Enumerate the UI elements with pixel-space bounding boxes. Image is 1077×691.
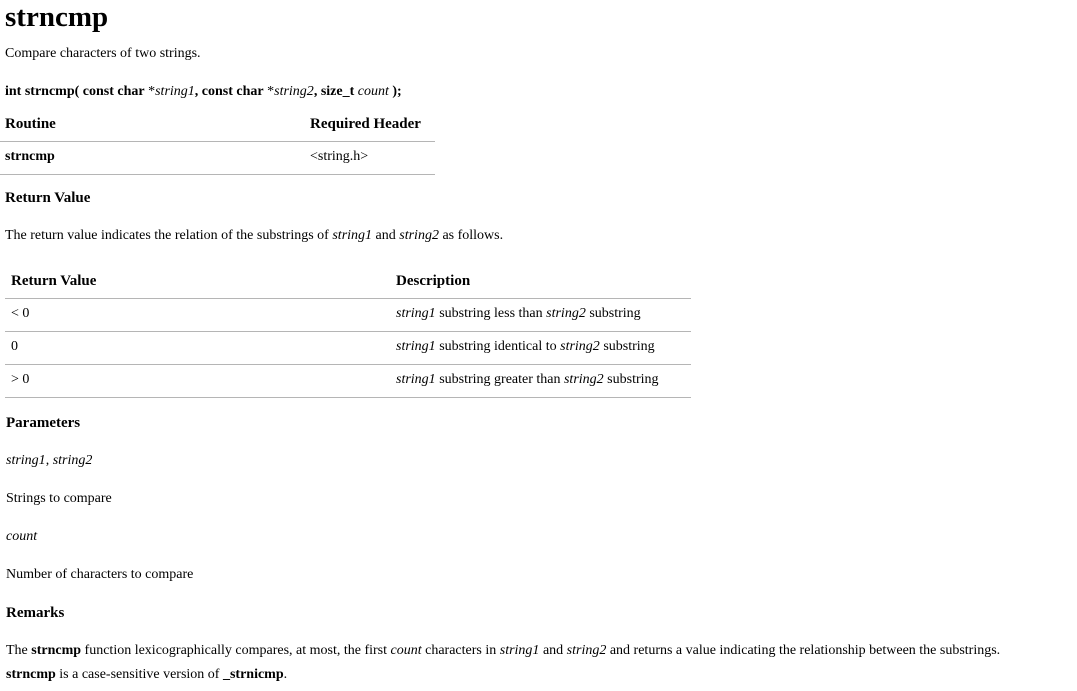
divider — [0, 174, 435, 175]
table-cell-description — [396, 371, 659, 389]
col-routine: Routine — [5, 116, 56, 132]
intro-and: and — [372, 228, 400, 243]
desc-mid: substring less than — [435, 306, 547, 321]
proto-p1-name: string1 — [155, 84, 195, 99]
col-required-header: Required Header — [310, 116, 421, 132]
intro-string1: string1 — [332, 228, 373, 243]
intro-post: as follows. — [438, 228, 504, 243]
param-string-desc: Strings to compare — [6, 491, 112, 506]
desc-string2: string2 — [546, 306, 586, 321]
desc-string2: string2 — [563, 372, 604, 387]
col-return-value: Return Value — [11, 273, 97, 289]
return-value-intro — [5, 227, 503, 245]
remarks-t6: . — [283, 667, 288, 682]
parameters-heading: Parameters — [6, 415, 81, 431]
remarks-string2: string2 — [566, 643, 607, 658]
param-string1: string1 — [6, 453, 46, 468]
remarks-heading: Remarks — [6, 605, 65, 621]
function-prototype — [5, 83, 402, 101]
table-cell-value: 0 — [11, 339, 18, 354]
desc-string1: string1 — [396, 339, 436, 354]
desc-end: substring — [599, 339, 655, 354]
param-string2: string2 — [52, 453, 93, 468]
desc-string1: string1 — [396, 372, 436, 387]
page-title: strncmp — [5, 1, 109, 33]
intro-string2: string2 — [399, 228, 439, 243]
remarks-t3: and — [539, 643, 567, 658]
table-cell-header: <string.h> — [310, 149, 369, 164]
desc-end: substring — [603, 372, 659, 387]
divider — [5, 397, 691, 398]
proto-sep2: , — [313, 84, 318, 99]
table-cell-value: > 0 — [11, 372, 30, 387]
table-cell-value: < 0 — [11, 306, 30, 321]
proto-p1-type: const char — [82, 84, 145, 99]
remarks-t1: function lexicographically compares, at most, the first — [81, 643, 391, 658]
remarks-count: count — [390, 643, 422, 658]
param-string1-string2 — [6, 452, 92, 470]
remarks-t4: and returns a value indicating the relationship between the substrings. — [606, 643, 1001, 658]
table-cell-description — [396, 305, 641, 323]
remarks-fn3: _strnicmp — [222, 667, 284, 682]
param-sep: , — [45, 453, 53, 468]
proto-p1-star: * — [144, 84, 156, 99]
divider — [5, 298, 691, 299]
divider — [5, 331, 691, 332]
intro-text: The return value indicates the relation of the substrings of — [5, 228, 333, 243]
desc-mid: substring greater than — [435, 372, 564, 387]
proto-sep1: , — [194, 84, 199, 99]
col-description: Description — [396, 273, 471, 289]
table-cell-routine: strncmp — [5, 149, 55, 164]
return-value-heading: Return Value — [5, 190, 91, 206]
remarks-the: The — [6, 643, 32, 658]
proto-ret: int — [5, 84, 22, 99]
remarks-t2: characters in — [421, 643, 500, 658]
desc-mid: substring identical to — [435, 339, 561, 354]
remarks-line-2 — [6, 666, 287, 684]
proto-name: strncmp( — [24, 84, 80, 99]
summary: Compare characters of two strings. — [5, 46, 201, 61]
param-count: count — [6, 529, 38, 544]
divider — [5, 364, 691, 365]
proto-close: ); — [388, 84, 402, 99]
desc-string1: string1 — [396, 306, 436, 321]
desc-string2: string2 — [560, 339, 600, 354]
proto-p2-star: * — [263, 84, 275, 99]
remarks-fn: strncmp — [31, 643, 82, 658]
divider — [0, 141, 435, 142]
proto-p3-type: size_t — [320, 84, 355, 99]
remarks-string1: string1 — [499, 643, 540, 658]
proto-p2-name: string2 — [274, 84, 314, 99]
remarks-t5: is a case-sensitive version of — [55, 667, 223, 682]
proto-p2-type: const char — [201, 84, 264, 99]
param-count-desc: Number of characters to compare — [6, 567, 194, 582]
desc-end: substring — [585, 306, 641, 321]
proto-p3-name: count — [357, 84, 389, 99]
table-cell-description — [396, 338, 655, 356]
remarks-fn2: strncmp — [6, 667, 56, 682]
remarks-line-1 — [6, 642, 1000, 660]
